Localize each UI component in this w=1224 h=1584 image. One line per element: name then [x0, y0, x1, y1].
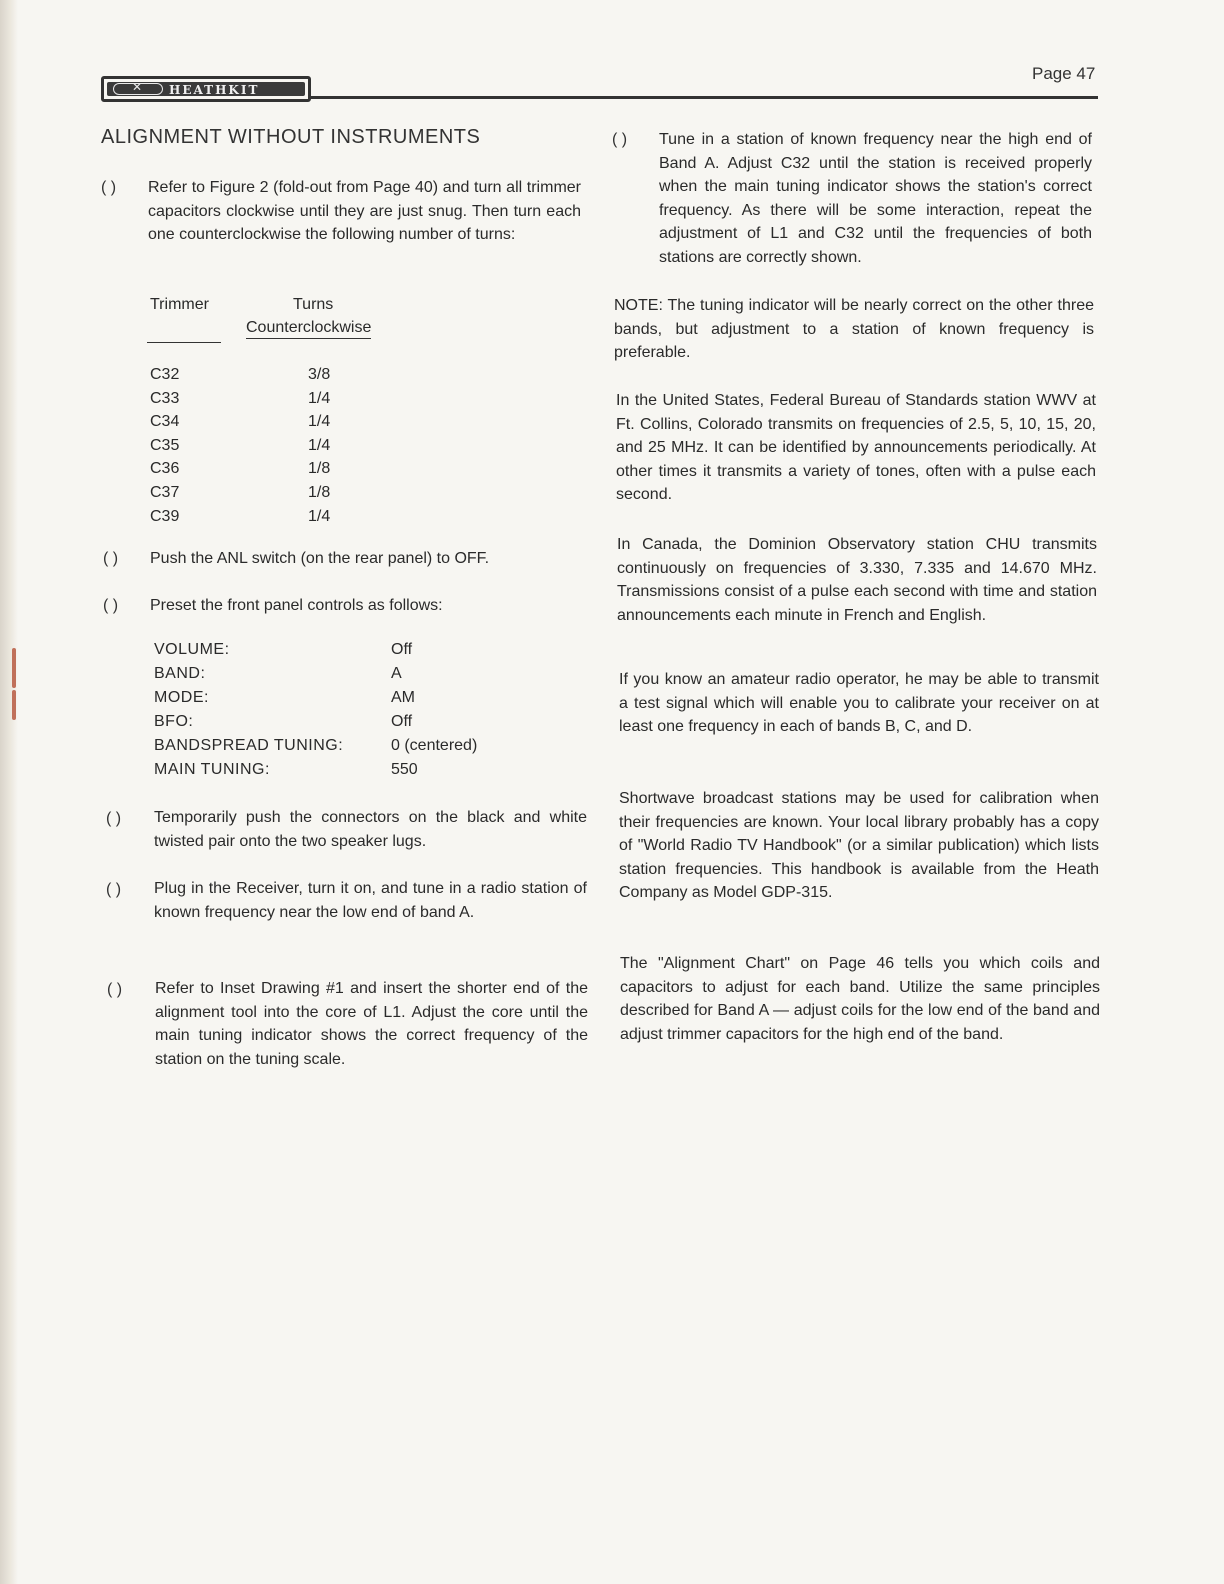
- page-binding-edge: [0, 0, 18, 1584]
- trimmer-cell: C34: [150, 413, 180, 430]
- step-checkbox: ( ): [612, 131, 628, 148]
- binding-mark: [12, 690, 16, 720]
- trimmer-cell: C35: [150, 437, 180, 454]
- step-adjust-l1: Refer to Inset Drawing #1 and insert the shorter end of the alignment tool into the core of L1. Adjust the core until the main tuning indicator shows the correct frequency of the station on the tuning scale.: [155, 980, 588, 1068]
- turns-cell: 1/4: [308, 413, 331, 430]
- paragraph-shortwave-stations: Shortwave broadcast stations may be used for calibration when their frequencies are known. Your local library probably has a copy of "World Radio TV Handbook" (or a similar publication) which lists station frequencies. This handbook is available from the Heath Company as Model GDP-315.: [619, 790, 1099, 901]
- setting-value: 0 (centered): [391, 737, 478, 754]
- table-header-trimmer: Trimmer: [150, 296, 209, 313]
- setting-label: BFO:: [154, 713, 194, 730]
- paragraph-alignment-chart: The "Alignment Chart" on Page 46 tells you which coils and capacitors to adjust for each band. Utilize the same principles described for Band A — adjust coils for the low end of the band and adjust trimmer capacitors for the high end of the band.: [620, 955, 1100, 1043]
- setting-label: MODE:: [154, 689, 209, 706]
- turns-cell: 1/8: [308, 460, 331, 477]
- setting-label: MAIN TUNING:: [154, 761, 270, 778]
- step-checkbox: ( ): [106, 810, 122, 827]
- turns-cell: 1/4: [308, 437, 331, 454]
- step-speaker-lugs: Temporarily push the connectors on the black and white twisted pair onto the two speaker lugs.: [154, 809, 587, 850]
- binding-mark: [12, 648, 16, 688]
- table-header-rule: [147, 342, 221, 343]
- trimmer-cell: C32: [150, 366, 180, 383]
- table-header-turns: Turns: [293, 296, 334, 313]
- section-title: ALIGNMENT WITHOUT INSTRUMENTS: [101, 126, 481, 148]
- step-tune-high-end: Tune in a station of known frequency near the high end of Band A. Adjust C32 until the station is received properly when the main tuning indicator shows the station's correct frequency. As there will be some interaction, repeat the adjustment of L1 and C32 until the frequencies of both stations are correctly shown.: [659, 131, 1092, 266]
- setting-label: VOLUME:: [154, 641, 230, 658]
- paragraph-chu-canada: In Canada, the Dominion Observatory station CHU transmits continuously on frequencies of 3.330, 7.335 and 14.670 MHz. Transmissions consist of a pulse each second with time and station announcements each minute in French and English.: [617, 536, 1097, 624]
- setting-value: 550: [391, 761, 418, 778]
- setting-label: BANDSPREAD TUNING:: [154, 737, 344, 754]
- turns-cell: 1/4: [308, 508, 331, 525]
- trimmer-cell: C37: [150, 484, 180, 501]
- setting-label: BAND:: [154, 665, 206, 682]
- table-header-counterclockwise: Counterclockwise: [246, 319, 371, 339]
- turns-cell: 1/8: [308, 484, 331, 501]
- header-rule: [310, 96, 1098, 99]
- logo-emblem-icon: ✕: [113, 83, 163, 95]
- trimmer-cell: C39: [150, 508, 180, 525]
- step-checkbox: ( ): [107, 981, 123, 998]
- step-checkbox: ( ): [101, 179, 117, 196]
- heathkit-logo: [101, 76, 311, 102]
- page-number: Page 47: [1032, 64, 1096, 83]
- turns-cell: 1/4: [308, 390, 331, 407]
- setting-value: Off: [391, 641, 413, 658]
- turns-cell: 3/8: [308, 366, 331, 383]
- setting-value: A: [391, 665, 402, 682]
- step-preset-controls: Preset the front panel controls as follows:: [150, 597, 443, 614]
- paragraph-amateur-operator: If you know an amateur radio operator, he may be able to transmit a test signal which will enable you to calibrate your receiver on at least one frequency in each of bands B, C, and D.: [619, 671, 1099, 735]
- paragraph-wwv-us: In the United States, Federal Bureau of Standards station WWV at Ft. Collins, Colorado transmits on frequencies of 2.5, 5, 10, 15, 20, and 25 MHz. It can be identified by announcements periodically. At other times it transmits a variety of tones, often with a pulse each second.: [616, 392, 1096, 503]
- tuning-note: NOTE: The tuning indicator will be nearly correct on the other three bands, but adjustment to a station of known frequency is preferable.: [614, 297, 1094, 361]
- setting-value: AM: [391, 689, 415, 706]
- step-refer-figure-2: Refer to Figure 2 (fold-out from Page 40) and turn all trimmer capacitors clockwise until they are just snug. Then turn each one counterclockwise the following number of turns:: [148, 179, 581, 243]
- step-anl-switch: Push the ANL switch (on the rear panel) to OFF.: [150, 550, 490, 567]
- step-checkbox: ( ): [106, 881, 122, 898]
- brand-name: HEATHKIT: [169, 83, 260, 97]
- trimmer-cell: C33: [150, 390, 180, 407]
- trimmer-cell: C36: [150, 460, 180, 477]
- step-tune-low-end: Plug in the Receiver, turn it on, and tune in a radio station of known frequency near the low end of band A.: [154, 880, 587, 921]
- setting-value: Off: [391, 713, 413, 730]
- step-checkbox: ( ): [103, 597, 119, 614]
- step-checkbox: ( ): [103, 550, 119, 567]
